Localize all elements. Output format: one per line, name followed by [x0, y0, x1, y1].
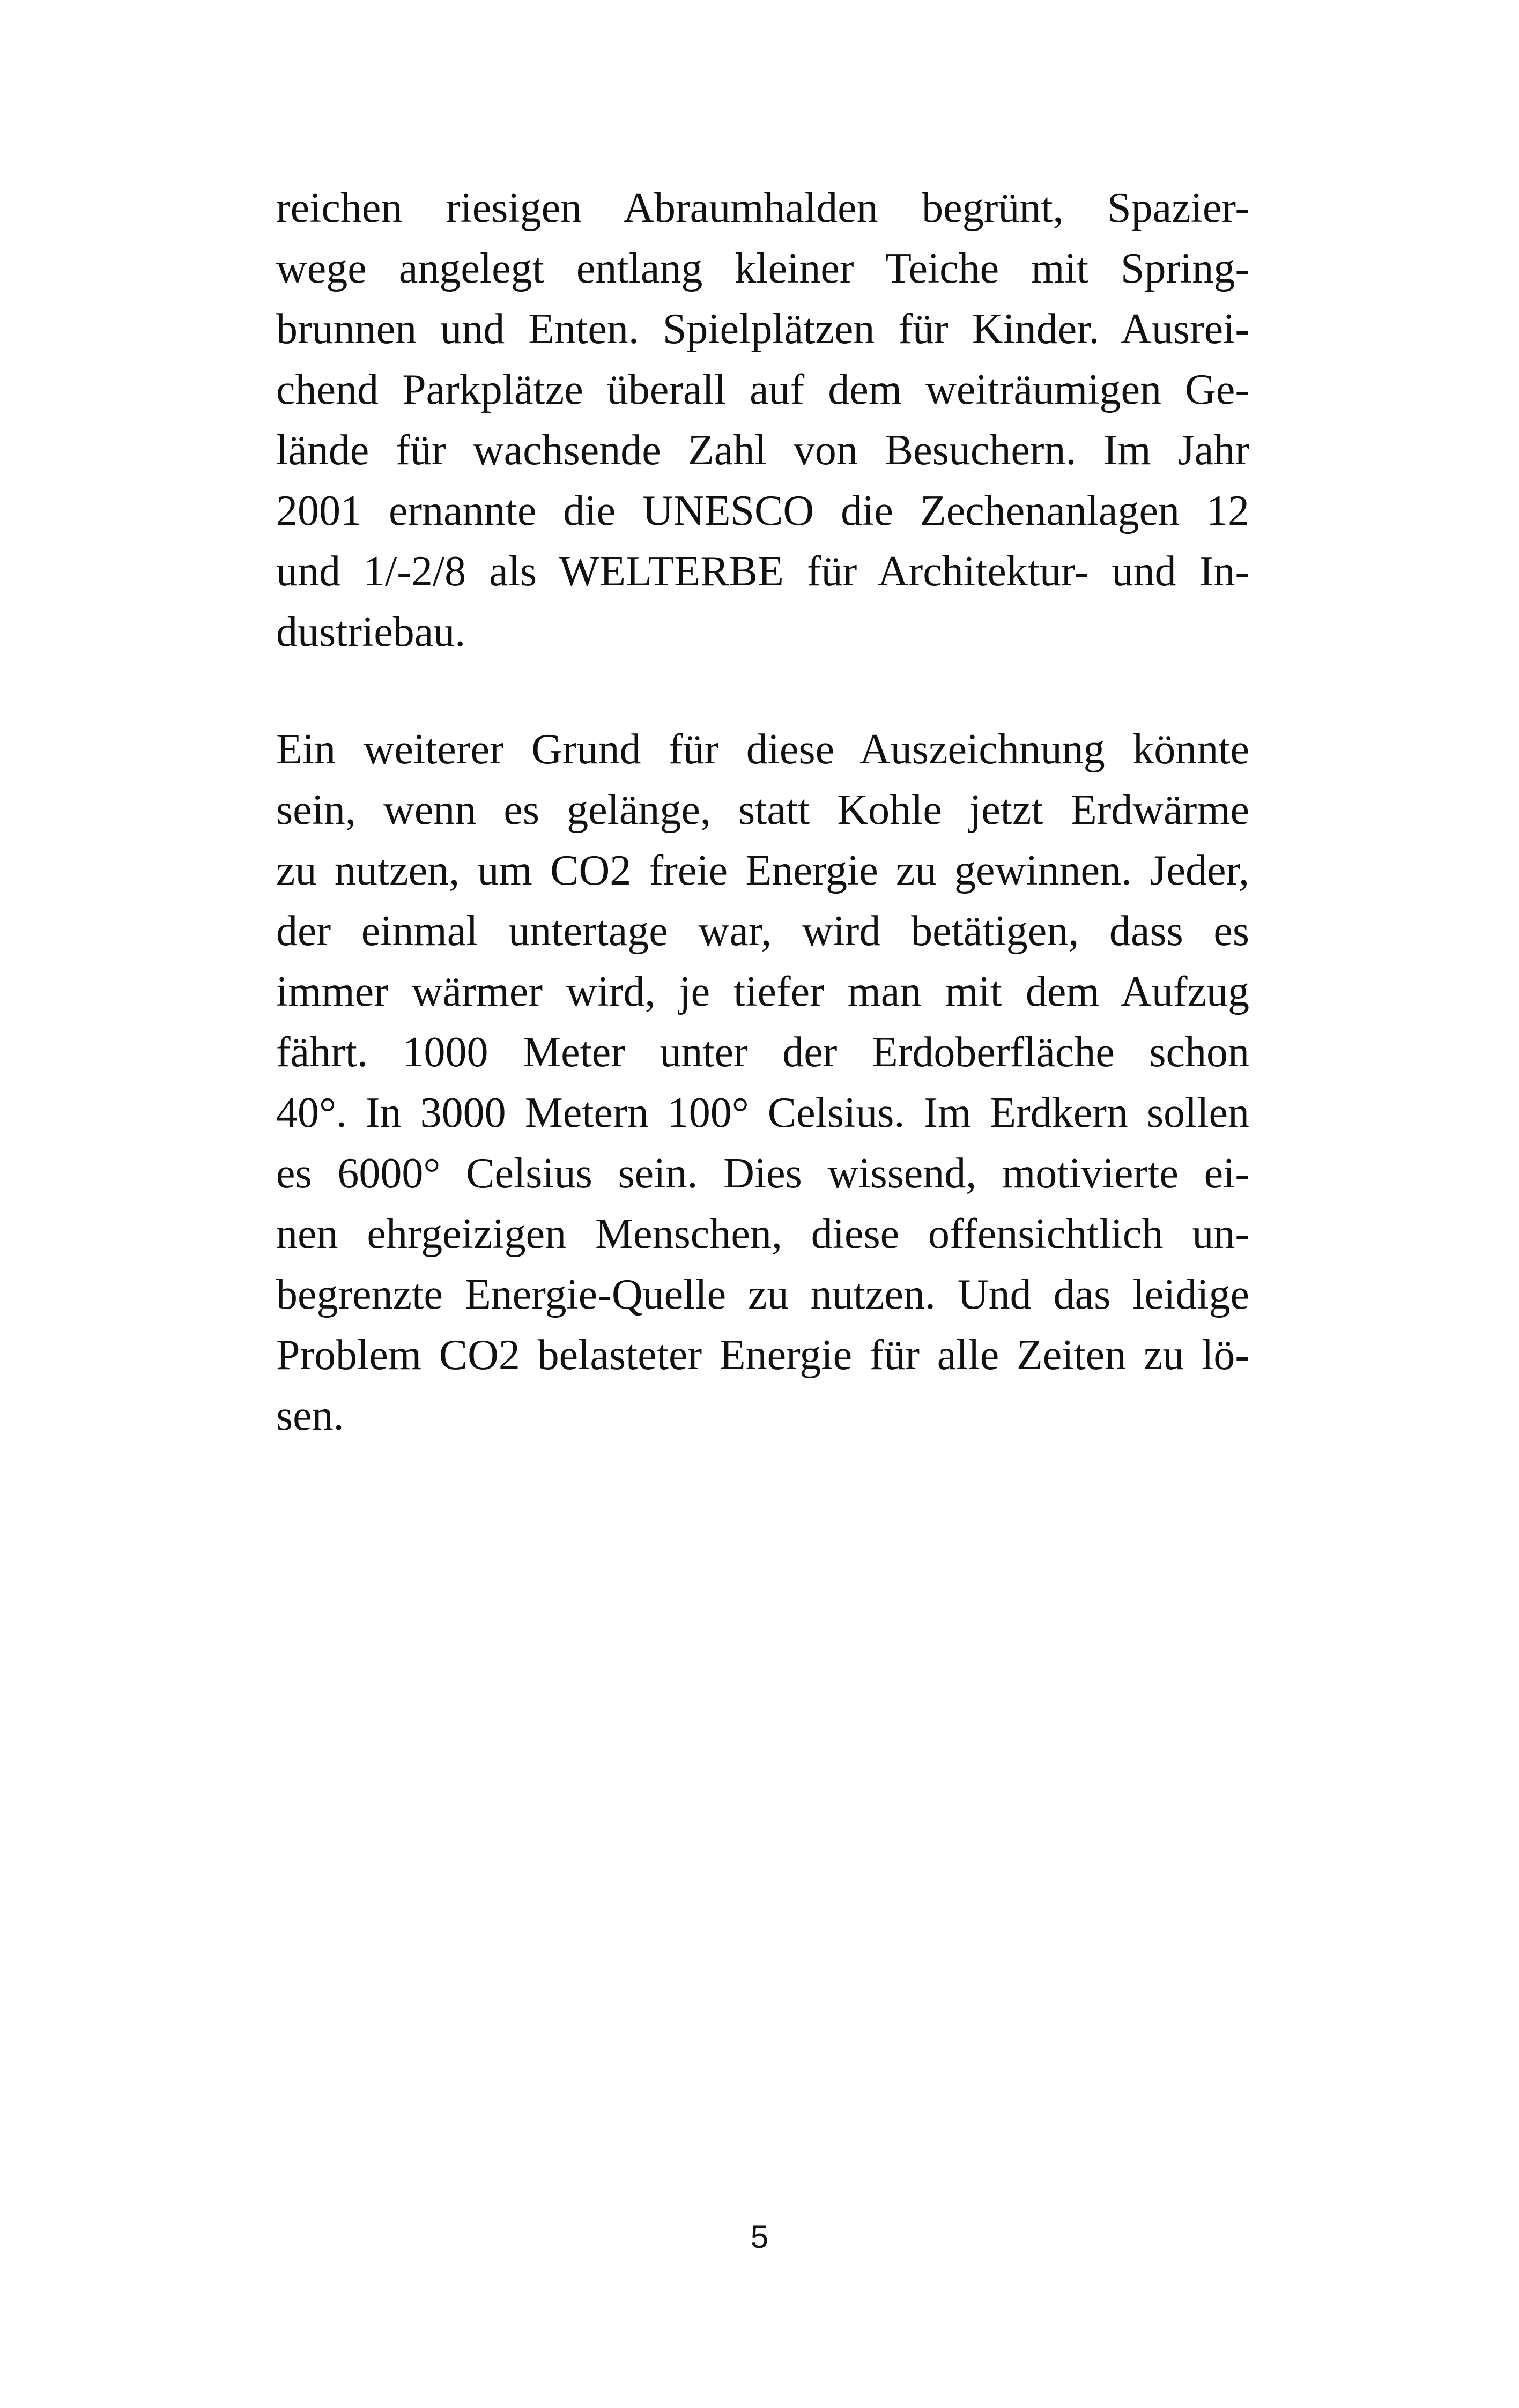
text-line: Ein weiterer Grund für diese Auszeichnung könnte: [276, 726, 1249, 773]
text-line: reichen riesigen Abraumhalden begrünt, Spazier-: [276, 184, 1249, 232]
text-line: chend Parkplätze überall auf dem weiträumigen Ge-: [276, 366, 1249, 413]
text-line: sen.: [276, 1392, 344, 1439]
text-line: lände für wachsende Zahl von Besuchern. Im Jahr: [276, 427, 1249, 474]
text-line: und 1/-2/8 als WELTERBE für Architektur- und In-: [276, 548, 1249, 595]
text-line: es 6000° Celsius sein. Dies wissend, motivierte ei-: [276, 1150, 1249, 1197]
text-line: der einmal untertage war, wird betätigen, dass es: [276, 908, 1249, 955]
text-line: fährt. 1000 Meter unter der Erdoberfläche schon: [276, 1029, 1249, 1076]
text-line: sein, wenn es gelänge, statt Kohle jetzt Erdwärme: [276, 786, 1249, 834]
text-line: nen ehrgeizigen Menschen, diese offensichtlich un-: [276, 1210, 1249, 1258]
text-line: wege angelegt entlang kleiner Teiche mit Spring-: [276, 245, 1249, 292]
text-line: 40°. In 3000 Metern 100° Celsius. Im Erdkern sollen: [276, 1089, 1249, 1136]
text-line: 2001 ernannte die UNESCO die Zechenanlagen 12: [276, 487, 1249, 534]
text-line: immer wärmer wird, je tiefer man mit dem Aufzug: [276, 968, 1249, 1015]
text-line: Problem CO2 belasteter Energie für alle Zeiten zu lö-: [276, 1332, 1249, 1379]
text-line: dustriebau.: [276, 608, 466, 656]
text-line: brunnen und Enten. Spielplätzen für Kinder. Ausrei-: [276, 306, 1249, 353]
text-line: zu nutzen, um CO2 freie Energie zu gewinnen. Jeder,: [276, 847, 1249, 894]
text-line: begrenzte Energie-Quelle zu nutzen. Und das leidige: [276, 1271, 1249, 1318]
paragraph-2: [276, 719, 1249, 1446]
page-number: 5: [750, 2219, 769, 2255]
paragraph-1: [276, 178, 1249, 663]
